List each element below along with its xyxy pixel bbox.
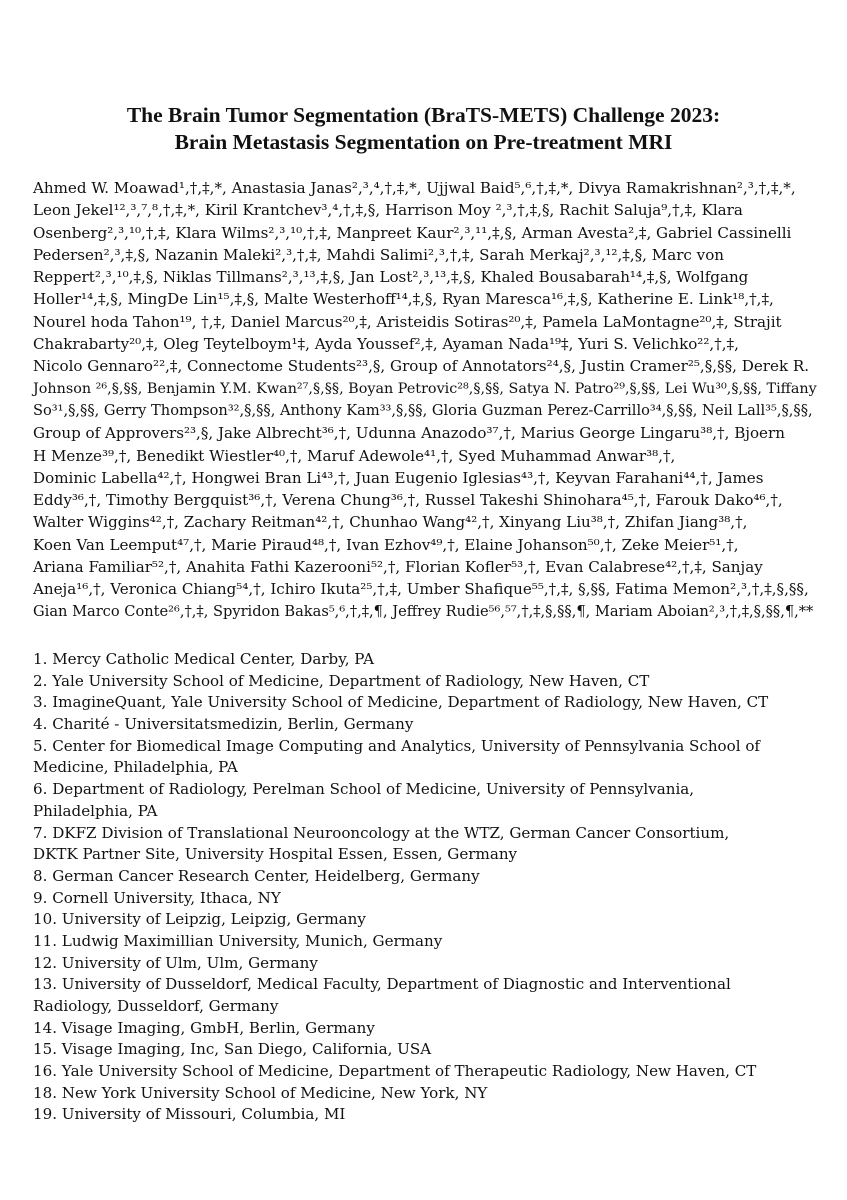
affiliation-line: 10. University of Leipzig, Leipzig, Germany [33, 910, 366, 929]
author-line: Walter Wiggins⁴²,†, Zachary Reitman⁴²,†, Chunhao Wang⁴²,†, Xinyang Liu³⁸,†, Zhifan Jiang³⁸,†, [33, 513, 748, 532]
author-list [33, 177, 823, 623]
affiliation-line: Radiology, Dusseldorf, Germany [33, 997, 279, 1015]
affiliation-line: DKTK Partner Site, University Hospital Essen, Essen, Germany [33, 845, 518, 864]
affiliation-list [33, 649, 823, 1126]
affiliation-line: 6. Department of Radiology, Perelman School of Medicine, University of Pennsylvania, [33, 780, 695, 799]
title-line: Brain Metastasis Segmentation on Pre-treatment MRI [174, 130, 673, 154]
author-line: Koen Van Leemput⁴⁷,†, Marie Piraud⁴⁸,†, Ivan Ezhov⁴⁹,†, Elaine Johanson⁵⁰,†, Zeke Meier⁵¹,†, [33, 535, 739, 554]
affiliation-line: 13. University of Dusseldorf, Medical Faculty, Department of Diagnostic and Interventional [33, 975, 731, 994]
author-line: Holler¹⁴,‡,§, MingDe Lin¹⁵,‡,§, Malte Westerhoff¹⁴,‡,§, Ryan Maresca¹⁶,‡,§, Katherine E. Link¹⁸,†,‡, [33, 290, 774, 309]
affiliation-line: 11. Ludwig Maximillian University, Munich, Germany [33, 931, 443, 950]
affiliation-line: 18. New York University School of Medicine, New York, NY [33, 1083, 488, 1102]
affiliation-line: 3. ImagineQuant, Yale University School of Medicine, Department of Radiology, New Haven, CT [33, 693, 769, 712]
author-line: Eddy³⁶,†, Timothy Bergquist³⁶,†, Verena Chung³⁶,†, Russel Takeshi Shinohara⁴⁵,†, Farouk Dako⁴⁶,†, [33, 491, 783, 510]
author-line: Gian Marco Conte²⁶,†,‡, Spyridon Bakas⁵,⁶,†,‡,¶, Jeffrey Rudie⁵⁶,⁵⁷,†,‡,§,§§,¶, Mariam Aboian²,³,†,‡,§,§§,¶,** [33, 602, 814, 620]
author-line: Pedersen²,³,‡,§, Nazanin Maleki²,³,†,‡, Mahdi Salimi²,³,†,‡, Sarah Merkaj²,³,¹²,‡,§, Marc von [33, 245, 725, 264]
author-line: Ahmed W. Moawad¹,†,‡,*, Anastasia Janas²,³,⁴,†,‡,*, Ujjwal Baid⁵,⁶,†,‡,*, Divya Ramakrishnan²,³,†,‡,*, [33, 179, 796, 197]
author-line: Nicolo Gennaro²²,‡, Connectome Students²³,§, Group of Annotators²⁴,§, Justin Cramer²⁵,§,§§, Derek R. [33, 357, 810, 376]
author-line: Johnson ²⁶,§,§§, Benjamin Y.M. Kwan²⁷,§,§§, Boyan Petrovic²⁸,§,§§, Satya N. Patro²⁹,§,§§, Lei Wu³⁰,§,§§, Tiffany [33, 380, 817, 397]
affiliation-line: Medicine, Philadelphia, PA [33, 758, 238, 777]
affiliation-line: Philadelphia, PA [33, 801, 158, 820]
affiliation-line: 7. DKFZ Division of Translational Neurooncology at the WTZ, German Cancer Consortium, [33, 823, 730, 842]
author-line: Dominic Labella⁴²,†, Hongwei Bran Li⁴³,†, Juan Eugenio Iglesias⁴³,†, Keyvan Farahani⁴⁴,†, James [33, 468, 764, 487]
affiliation-line: 1. Mercy Catholic Medical Center, Darby, PA [33, 650, 374, 668]
author-line: Group of Approvers²³,§, Jake Albrecht³⁶,†, Udunna Anazodo³⁷,†, Marius George Lingaru³⁸,†, Bjoern [33, 424, 785, 443]
author-line: Leon Jekel¹²,³,⁷,⁸,†,‡,*, Kiril Krantchev³,⁴,†,‡,§, Harrison Moy ²,³,†,‡,§, Rachit Saluja⁹,†,‡, Klara [33, 201, 743, 220]
author-line: H Menze³⁹,†, Benedikt Wiestler⁴⁰,†, Maruf Adewole⁴¹,†, Syed Muhammad Anwar³⁸,†, [33, 446, 676, 465]
affiliation-line: 16. Yale University School of Medicine, Department of Therapeutic Radiology, New Haven, CT [33, 1062, 757, 1081]
affiliation-line: 14. Visage Imaging, GmbH, Berlin, Germany [33, 1018, 375, 1037]
author-line: Reppert²,³,¹⁰,‡,§, Niklas Tillmans²,³,¹³,‡,§, Jan Lost²,³,¹³,‡,§, Khaled Bousabarah¹⁴,‡,§, Wolfgang [33, 268, 749, 287]
affiliation-line: 12. University of Ulm, Ulm, Germany [33, 953, 318, 972]
author-line: So³¹,§,§§, Gerry Thompson³²,§,§§, Anthony Kam³³,§,§§, Gloria Guzman Perez-Carrillo³⁴,§,§§, Neil Lall³⁵,§,§§, [33, 401, 813, 419]
affiliation-line: 8. German Cancer Research Center, Heidelberg, Germany [33, 866, 480, 885]
affiliation-line: 2. Yale University School of Medicine, Department of Radiology, New Haven, CT [33, 671, 650, 690]
author-line: Chakrabarty²⁰,‡, Oleg Teytelboym¹‡, Ayda Youssef²,‡, Ayaman Nada¹⁹‡, Yuri S. Velichko²²,†,‡, [33, 335, 739, 354]
affiliation-line: 15. Visage Imaging, Inc, San Diego, California, USA [33, 1040, 432, 1059]
affiliation-line: 9. Cornell University, Ithaca, NY [33, 888, 281, 907]
affiliation-line: 19. University of Missouri, Columbia, MI [33, 1105, 346, 1124]
author-line: Osenberg²,³,¹⁰,†,‡, Klara Wilms²,³,¹⁰,†,‡, Manpreet Kaur²,³,¹¹,‡,§, Arman Avesta²,‡, Gabriel Cassinelli [33, 223, 792, 242]
author-line: Aneja¹⁶,†, Veronica Chiang⁵⁴,†, Ichiro Ikuta²⁵,†,‡, Umber Shafique⁵⁵,†,‡, §,§§, Fatima Memon²,³,†,‡,§,§§, [33, 580, 809, 599]
affiliation-line: 4. Charité - Universitatsmedizin, Berlin, Germany [33, 715, 414, 734]
title-line: The Brain Tumor Segmentation (BraTS-METS) Challenge 2023: [126, 103, 721, 127]
affiliation-line: 5. Center for Biomedical Image Computing and Analytics, University of Pennsylvania School of [33, 736, 761, 755]
paper-title [40, 102, 807, 156]
author-line: Nourel hoda Tahon¹⁹, †,‡, Daniel Marcus²⁰,‡, Aristeidis Sotiras²⁰,‡, Pamela LaMontagne²⁰,‡, Strajit [33, 312, 782, 331]
author-line: Ariana Familiar⁵²,†, Anahita Fathi Kazerooni⁵²,†, Florian Kofler⁵³,†, Evan Calabrese⁴²,†,‡, Sanjay [33, 558, 763, 577]
